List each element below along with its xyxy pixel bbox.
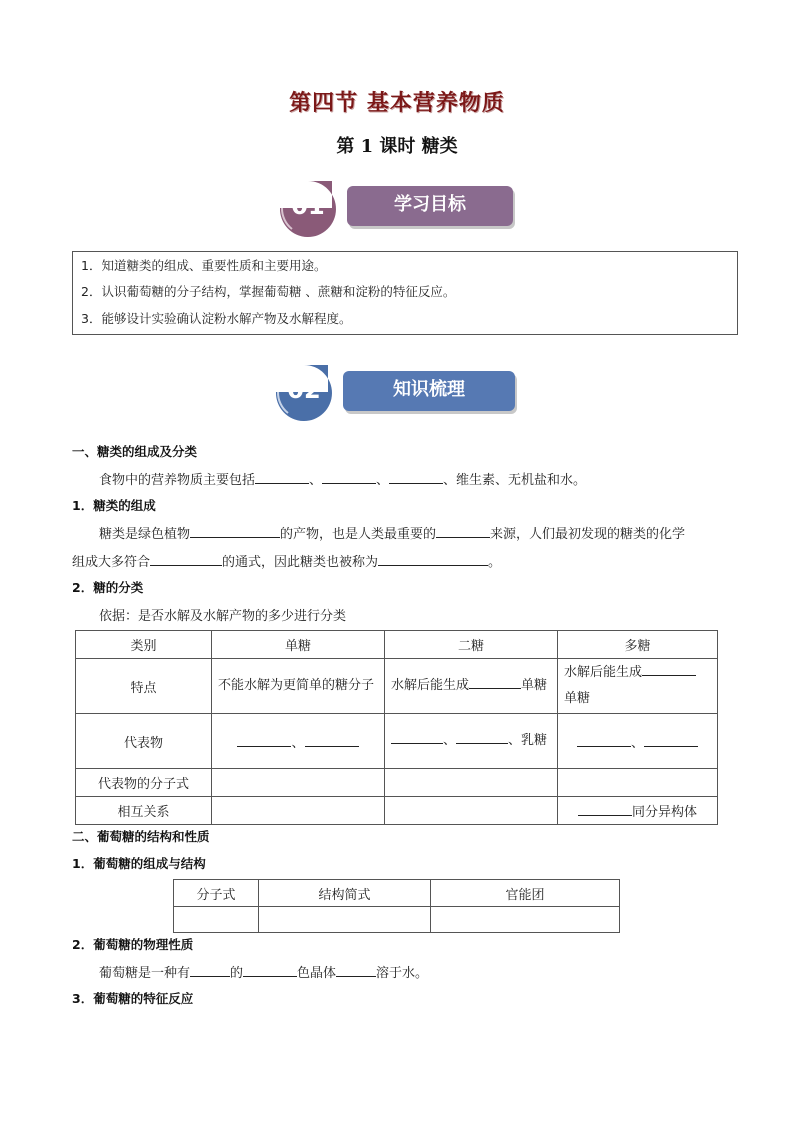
physical-properties-line: 葡萄糖是一种有 的 色晶体 溶于水。 — [99, 962, 428, 981]
fill-blank[interactable] — [255, 469, 309, 484]
classification-basis: 依据：是否水解及水解产物的多少进行分类 — [99, 609, 347, 624]
page-title: 第四节 基本营养物质 — [289, 90, 505, 116]
cell-empty[interactable] — [385, 797, 558, 825]
badge-01-number: 01 — [291, 192, 325, 220]
table-header: 二糖 — [385, 631, 558, 659]
cell-empty[interactable] — [385, 769, 558, 797]
goal-item: 1．知道糖类的组成、重要性质和主要用途。 — [81, 258, 327, 273]
intro-line: 食物中的营养物质主要包括 、 、 、维生素、无机盐和水。 — [99, 469, 586, 488]
learning-goals-box — [72, 251, 738, 335]
badge-01-label: 学习目标 — [347, 186, 513, 226]
cell-empty[interactable] — [212, 769, 385, 797]
subheading-reaction: 3．葡萄糖的特征反应 — [72, 991, 194, 1006]
cell-poly-relation: 同分异构体 — [558, 797, 718, 825]
composition-line-1: 糖类是绿色植物 的产物，也是人类最重要的 来源，人们最初发现的糖类的化学 — [99, 523, 685, 542]
cell-empty[interactable] — [431, 907, 620, 933]
row-label-feature: 特点 — [76, 659, 212, 714]
subheading-physical: 2．葡萄糖的物理性质 — [72, 937, 194, 952]
fill-blank[interactable] — [150, 551, 222, 566]
cell-mono-representative: 、 — [212, 714, 385, 769]
fill-blank[interactable] — [190, 962, 230, 977]
fill-blank[interactable] — [389, 469, 443, 484]
cell-mono-feature: 不能水解为更简单的糖分子 — [212, 659, 385, 714]
fill-blank[interactable] — [436, 523, 490, 538]
table-header: 结构简式 — [259, 880, 431, 907]
fill-blank[interactable] — [578, 801, 632, 816]
lesson-subtitle: 第 1 课时 糖类 — [336, 136, 458, 157]
row-label-representative: 代表物 — [76, 714, 212, 769]
cell-di-representative: 、 、乳糖 — [385, 714, 558, 769]
cell-di-feature: 水解后能生成 单糖 — [385, 659, 558, 714]
badge-02-label: 知识梳理 — [343, 371, 515, 411]
fill-blank[interactable] — [190, 523, 280, 538]
composition-line-2: 组成大多符合 的通式，因此糖类也被称为 。 — [72, 551, 501, 570]
fill-blank[interactable] — [642, 661, 696, 676]
subheading-composition: 1．糖类的组成 — [72, 498, 156, 513]
fill-blank[interactable] — [391, 729, 443, 744]
fill-blank[interactable] — [243, 962, 297, 977]
glucose-structure-table — [173, 879, 620, 933]
cell-empty[interactable] — [212, 797, 385, 825]
subheading-classification: 2．糖的分类 — [72, 580, 144, 595]
goal-item: 3．能够设计实验确认淀粉水解产物及水解程度。 — [81, 311, 352, 326]
fill-blank[interactable] — [456, 729, 508, 744]
fill-blank[interactable] — [469, 674, 521, 689]
cell-empty[interactable] — [174, 907, 259, 933]
cell-empty[interactable] — [558, 769, 718, 797]
cell-poly-feature: 水解后能生成 单糖 — [558, 659, 718, 714]
section-2-heading: 二、葡萄糖的结构和性质 — [72, 829, 210, 844]
fill-blank[interactable] — [237, 732, 291, 747]
fill-blank[interactable] — [644, 732, 698, 747]
fill-blank[interactable] — [322, 469, 376, 484]
subheading-structure: 1．葡萄糖的组成与结构 — [72, 856, 206, 871]
table-header: 类别 — [76, 631, 212, 659]
cell-empty[interactable] — [259, 907, 431, 933]
table-header: 分子式 — [174, 880, 259, 907]
fill-blank[interactable] — [378, 551, 488, 566]
section-1-heading: 一、糖类的组成及分类 — [72, 444, 198, 459]
cell-poly-representative: 、 — [558, 714, 718, 769]
row-label-formula: 代表物的分子式 — [76, 769, 212, 797]
table-header: 单糖 — [212, 631, 385, 659]
table-header: 多糖 — [558, 631, 718, 659]
badge-02-number: 02 — [287, 376, 321, 404]
table-header: 官能团 — [431, 880, 620, 907]
fill-blank[interactable] — [577, 732, 631, 747]
fill-blank[interactable] — [305, 732, 359, 747]
goal-item: 2．认识葡萄糖的分子结构，掌握葡萄糖 、蔗糖和淀粉的特征反应。 — [81, 284, 456, 299]
row-label-relation: 相互关系 — [76, 797, 212, 825]
sugar-classification-table — [75, 630, 718, 825]
fill-blank[interactable] — [336, 962, 376, 977]
